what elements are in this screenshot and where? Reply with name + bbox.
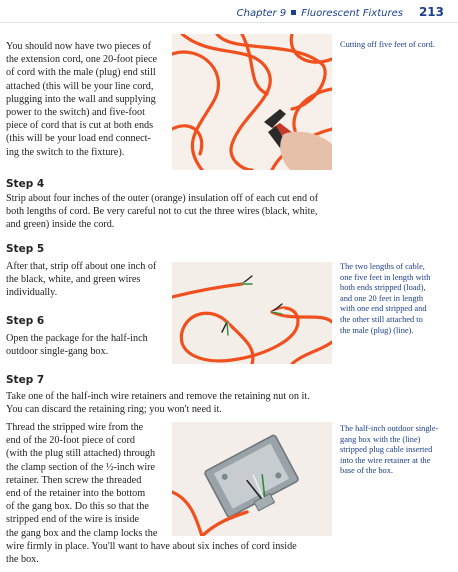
- step-7-line: Take one of the half-inch wire retainers and remove the retaining nut on it.: [6, 391, 310, 402]
- photo-gang-box: [172, 422, 332, 536]
- intro-line: the extension cord, one 20-foot piece: [6, 54, 158, 66]
- step-6-text: [6, 332, 168, 358]
- intro-line: You should now have two pieces of: [6, 41, 151, 52]
- caption-line: The two lengths of cable,: [340, 262, 425, 271]
- caption-photo3: [340, 424, 452, 477]
- intro-line: attached (this will be your line cord,: [6, 80, 154, 92]
- step-7-cont-line: of the gang box. Do this so that the: [6, 501, 149, 513]
- step-4-line: and green) inside the cord.: [6, 219, 115, 231]
- photo-cutting-cord: [172, 34, 332, 170]
- header-rule: [0, 22, 458, 23]
- intro-line: ing the switch to the fixture).: [6, 146, 125, 158]
- photo-two-cables: [172, 262, 332, 364]
- square-bullet-icon: [291, 10, 296, 15]
- step-7-continued: [6, 421, 168, 540]
- step-5-text: [6, 260, 168, 300]
- chapter-label: Chapter 9: [236, 8, 287, 19]
- step-4-line: Strip about four inches of the outer (orange) insulation off of each cut end of: [6, 193, 319, 204]
- caption-photo2: [340, 262, 452, 336]
- caption-line: into the wire retainer at the: [340, 455, 431, 465]
- caption-photo1: Cutting off five feet of cord.: [340, 40, 435, 49]
- step-7-cont-line: retainer. Then screw the threaded: [6, 474, 142, 486]
- step-7-cont-line: the gang box and the clamp locks the: [6, 527, 158, 539]
- step-4-line: both lengths of cord. Be very careful not to cut the three wires (black, white,: [6, 206, 318, 218]
- step-7-cont-line: end of the 20-foot piece of cord: [6, 435, 135, 447]
- step-5-title: Step 5: [6, 243, 45, 255]
- step-7-cont-line: stripped end of the wire is inside: [6, 514, 139, 526]
- step-7-text: [6, 390, 446, 416]
- step-5-line: After that, strip off about one inch of: [6, 261, 157, 272]
- step-7-cont-line: end of the retainer into the bottom: [6, 488, 146, 500]
- step-6-line: Open the package for the half-inch: [6, 333, 148, 344]
- step-7-cont-line: the box.: [6, 554, 39, 566]
- caption-line: and one 20 feet in length: [340, 293, 424, 303]
- step-7-tail: [6, 540, 446, 566]
- step-5-line: individually.: [6, 287, 58, 299]
- caption-line: gang box with the (line): [340, 434, 421, 444]
- step-6-line: outdoor single-gang box.: [6, 346, 109, 358]
- caption-line: the other still attached to: [340, 314, 423, 324]
- step-7-cont-line: Thread the stripped wire from the: [6, 422, 144, 433]
- intro-line: piece of cord that is cut at both ends: [6, 120, 154, 132]
- caption-line: both ends stripped (load),: [340, 283, 426, 293]
- step-6-title: Step 6: [6, 315, 45, 327]
- section-title: Fluorescent Fixtures: [301, 8, 403, 19]
- step-7-cont-line: wire firmly in place. You'll want to have about six inches of cord inside: [6, 541, 297, 552]
- step-4-text: [6, 192, 446, 232]
- intro-line: of cord with the male (plug) end still: [6, 67, 156, 79]
- intro-line: (this will be your load end connect-: [6, 133, 151, 145]
- step-7-title: Step 7: [6, 374, 45, 386]
- caption-line: stripped plug cable inserted: [340, 445, 433, 455]
- step-7-line: You can discard the retaining ring; you won't need it.: [6, 404, 222, 416]
- intro-paragraph: [6, 40, 168, 159]
- caption-line: with one end stripped and: [340, 304, 427, 314]
- caption-line: base of the box.: [340, 466, 394, 476]
- intro-line: plugging into the wall and supplying: [6, 93, 156, 105]
- caption-line: the male (plug) (line).: [340, 325, 414, 335]
- page-number: 213: [418, 5, 444, 19]
- step-5-line: the black, white, and green wires: [6, 274, 141, 286]
- caption-line: The half-inch outdoor single-: [340, 424, 439, 433]
- step-4-title: Step 4: [6, 178, 45, 190]
- intro-line: power to the switch) and five-foot: [6, 107, 145, 119]
- running-header: [237, 5, 444, 19]
- step-7-cont-line: (with the plug still attached) through: [6, 448, 156, 460]
- step-7-cont-line: the clamp section of the ½-inch wire: [6, 461, 156, 473]
- caption-line: one five feet in length with: [340, 272, 431, 282]
